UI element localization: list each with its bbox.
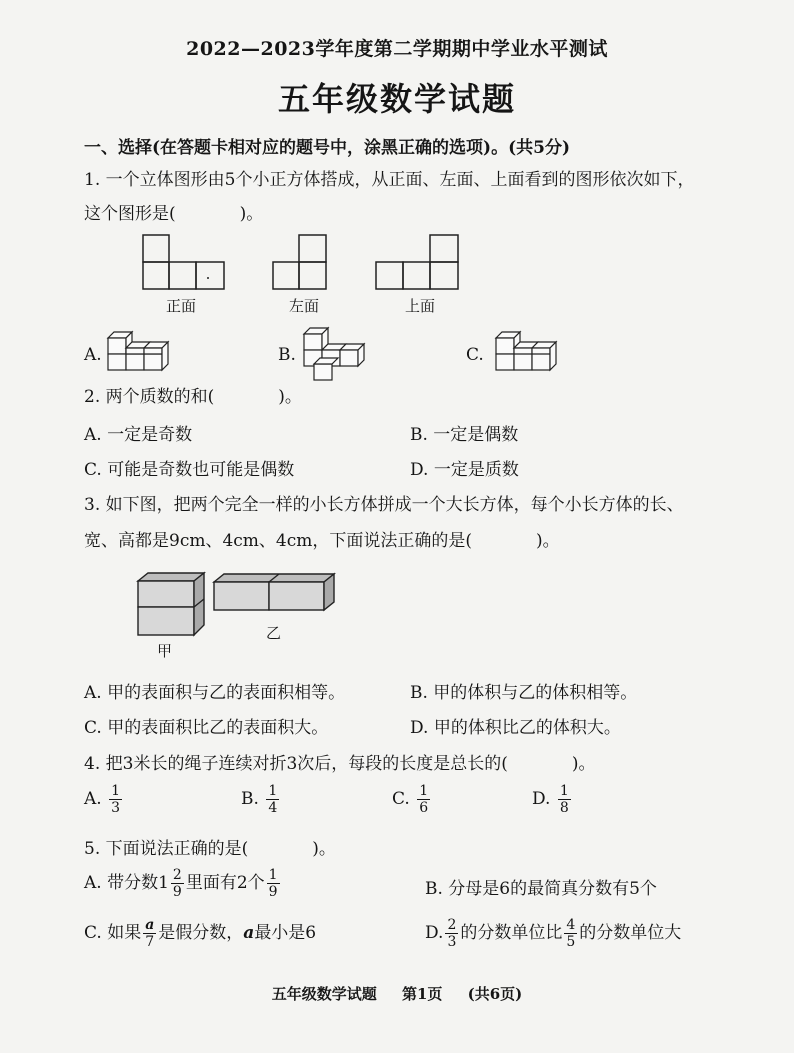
q2-stem: 2. 两个质数的和(	[84, 387, 215, 407]
numerator: 1	[268, 783, 278, 799]
denominator: 3	[447, 934, 457, 950]
figure-yi-label: 乙	[266, 624, 282, 642]
numerator: 2	[447, 917, 457, 933]
figure-jia-label: 甲	[157, 642, 173, 660]
q1-text-line2	[84, 199, 263, 224]
fraction	[109, 784, 122, 815]
variable: a	[243, 923, 255, 943]
subject-title: 五年级数学试题	[277, 80, 516, 118]
option-text: D.	[425, 923, 444, 943]
q4-stem: 4. 把3米长的绳子连续对折3次后，每段的长度是总长的(	[84, 754, 508, 774]
fraction	[266, 784, 279, 815]
q1-option-c-cubes	[494, 328, 566, 372]
q3-text-line2	[84, 526, 560, 551]
denominator: 8	[559, 800, 569, 816]
denominator: 7	[145, 934, 155, 950]
q2-text	[84, 382, 302, 407]
footer-title: 五年级数学试题	[271, 985, 377, 1003]
denominator: 9	[172, 884, 182, 900]
q4-stem-end: )。	[571, 754, 596, 774]
q2-option-b: B. 一定是偶数	[410, 425, 519, 445]
q4-option-a	[84, 784, 124, 815]
q3-text-line1: 3. 如下图，把两个完全一样的小长方体拼成一个大长方体，每个小长方体的长、	[84, 495, 684, 515]
denominator: 9	[268, 884, 278, 900]
q4-option-b	[241, 784, 281, 815]
q4-option-c	[392, 784, 432, 815]
option-text: 最小是6	[254, 923, 317, 943]
q3-option-c: C. 甲的表面积比乙的表面积大。	[84, 718, 329, 738]
option-text: 里面有2个	[185, 873, 265, 893]
q5-option-a	[84, 868, 282, 899]
q2-option-a: A. 一定是奇数	[84, 425, 193, 445]
q1-option-a-cubes	[106, 328, 178, 372]
q2-option-c: C. 可能是奇数也可能是偶数	[84, 460, 295, 480]
q1-option-b-cubes	[300, 326, 374, 382]
q2-option-d: D. 一定是质数	[410, 460, 519, 480]
option-letter: D.	[532, 789, 551, 809]
numerator: 1	[268, 867, 278, 883]
q1-stem-end: )。	[239, 204, 264, 224]
q1-option-a-label: A.	[84, 345, 102, 365]
top-view-label: 上面	[405, 297, 436, 315]
option-text: A. 带分数1	[84, 873, 169, 893]
fraction	[564, 918, 577, 949]
option-letter: B.	[241, 789, 259, 809]
top-view-figure	[375, 234, 459, 290]
fraction	[171, 868, 184, 899]
option-text: C. 如果	[84, 923, 142, 943]
front-view-figure	[142, 234, 226, 290]
fraction	[267, 868, 280, 899]
q1-stem: 这个图形是(	[84, 204, 176, 224]
q3-option-a: A. 甲的表面积与乙的表面积相等。	[84, 683, 346, 703]
option-letter: C.	[392, 789, 410, 809]
fraction	[558, 784, 571, 815]
numerator: 1	[559, 783, 569, 799]
section-heading: 一、选择(在答题卡相对应的题号中，涂黑正确的选项)。(共5分)	[84, 138, 571, 158]
q5-text	[84, 834, 336, 859]
q1-text-line1: 1. 一个立体图形由5个小正方体搭成，从正面、左面、上面看到的图形依次如下，	[84, 170, 695, 190]
option-letter: A.	[84, 789, 102, 809]
fraction	[445, 918, 458, 949]
q3-stem-end: )。	[536, 531, 560, 551]
left-view-figure	[272, 234, 328, 290]
q3-option-d: D. 甲的体积比乙的体积大。	[410, 718, 621, 738]
footer-page-number: 第1页	[401, 985, 443, 1003]
fraction	[417, 784, 430, 815]
left-view-label: 左面	[289, 297, 320, 315]
q5-option-b: B. 分母是6的最简真分数有5个	[425, 879, 657, 899]
q5-option-c	[84, 918, 316, 949]
numerator: 4	[566, 917, 576, 933]
q4-option-d	[532, 784, 573, 815]
footer-total-pages: (共6页)	[467, 985, 523, 1003]
q2-stem-end: )。	[278, 387, 302, 407]
numerator: 1	[111, 783, 121, 799]
q5-option-d	[425, 918, 681, 949]
figure-jia-cuboid	[136, 571, 208, 637]
denominator: 3	[111, 800, 121, 816]
q5-stem-end: )。	[312, 839, 336, 859]
numerator: 2	[172, 867, 182, 883]
q1-option-c-label: C.	[466, 345, 484, 365]
q4-text	[84, 749, 596, 774]
figure-yi-cuboid	[212, 572, 336, 612]
denominator: 6	[419, 800, 429, 816]
denominator: 5	[566, 934, 576, 950]
q1-option-b-label: B.	[278, 345, 296, 365]
page-footer	[0, 983, 794, 1004]
option-text: 是假分数，	[158, 923, 244, 943]
fraction	[143, 918, 156, 949]
q3-option-b: B. 甲的体积与乙的体积相等。	[410, 683, 638, 703]
q3-stem: 宽、高都是9cm、4cm、4cm，下面说法正确的是(	[84, 531, 473, 551]
option-text: 的分数单位大	[579, 923, 682, 943]
exam-title: 2022—2023学年度第二学期期中学业水平测试	[186, 38, 608, 60]
numerator: a	[145, 917, 155, 933]
denominator: 4	[268, 800, 278, 816]
option-text: 的分数单位比	[460, 923, 563, 943]
front-view-label: 正面	[166, 297, 197, 315]
numerator: 1	[419, 783, 429, 799]
q5-stem: 5. 下面说法正确的是(	[84, 839, 249, 859]
